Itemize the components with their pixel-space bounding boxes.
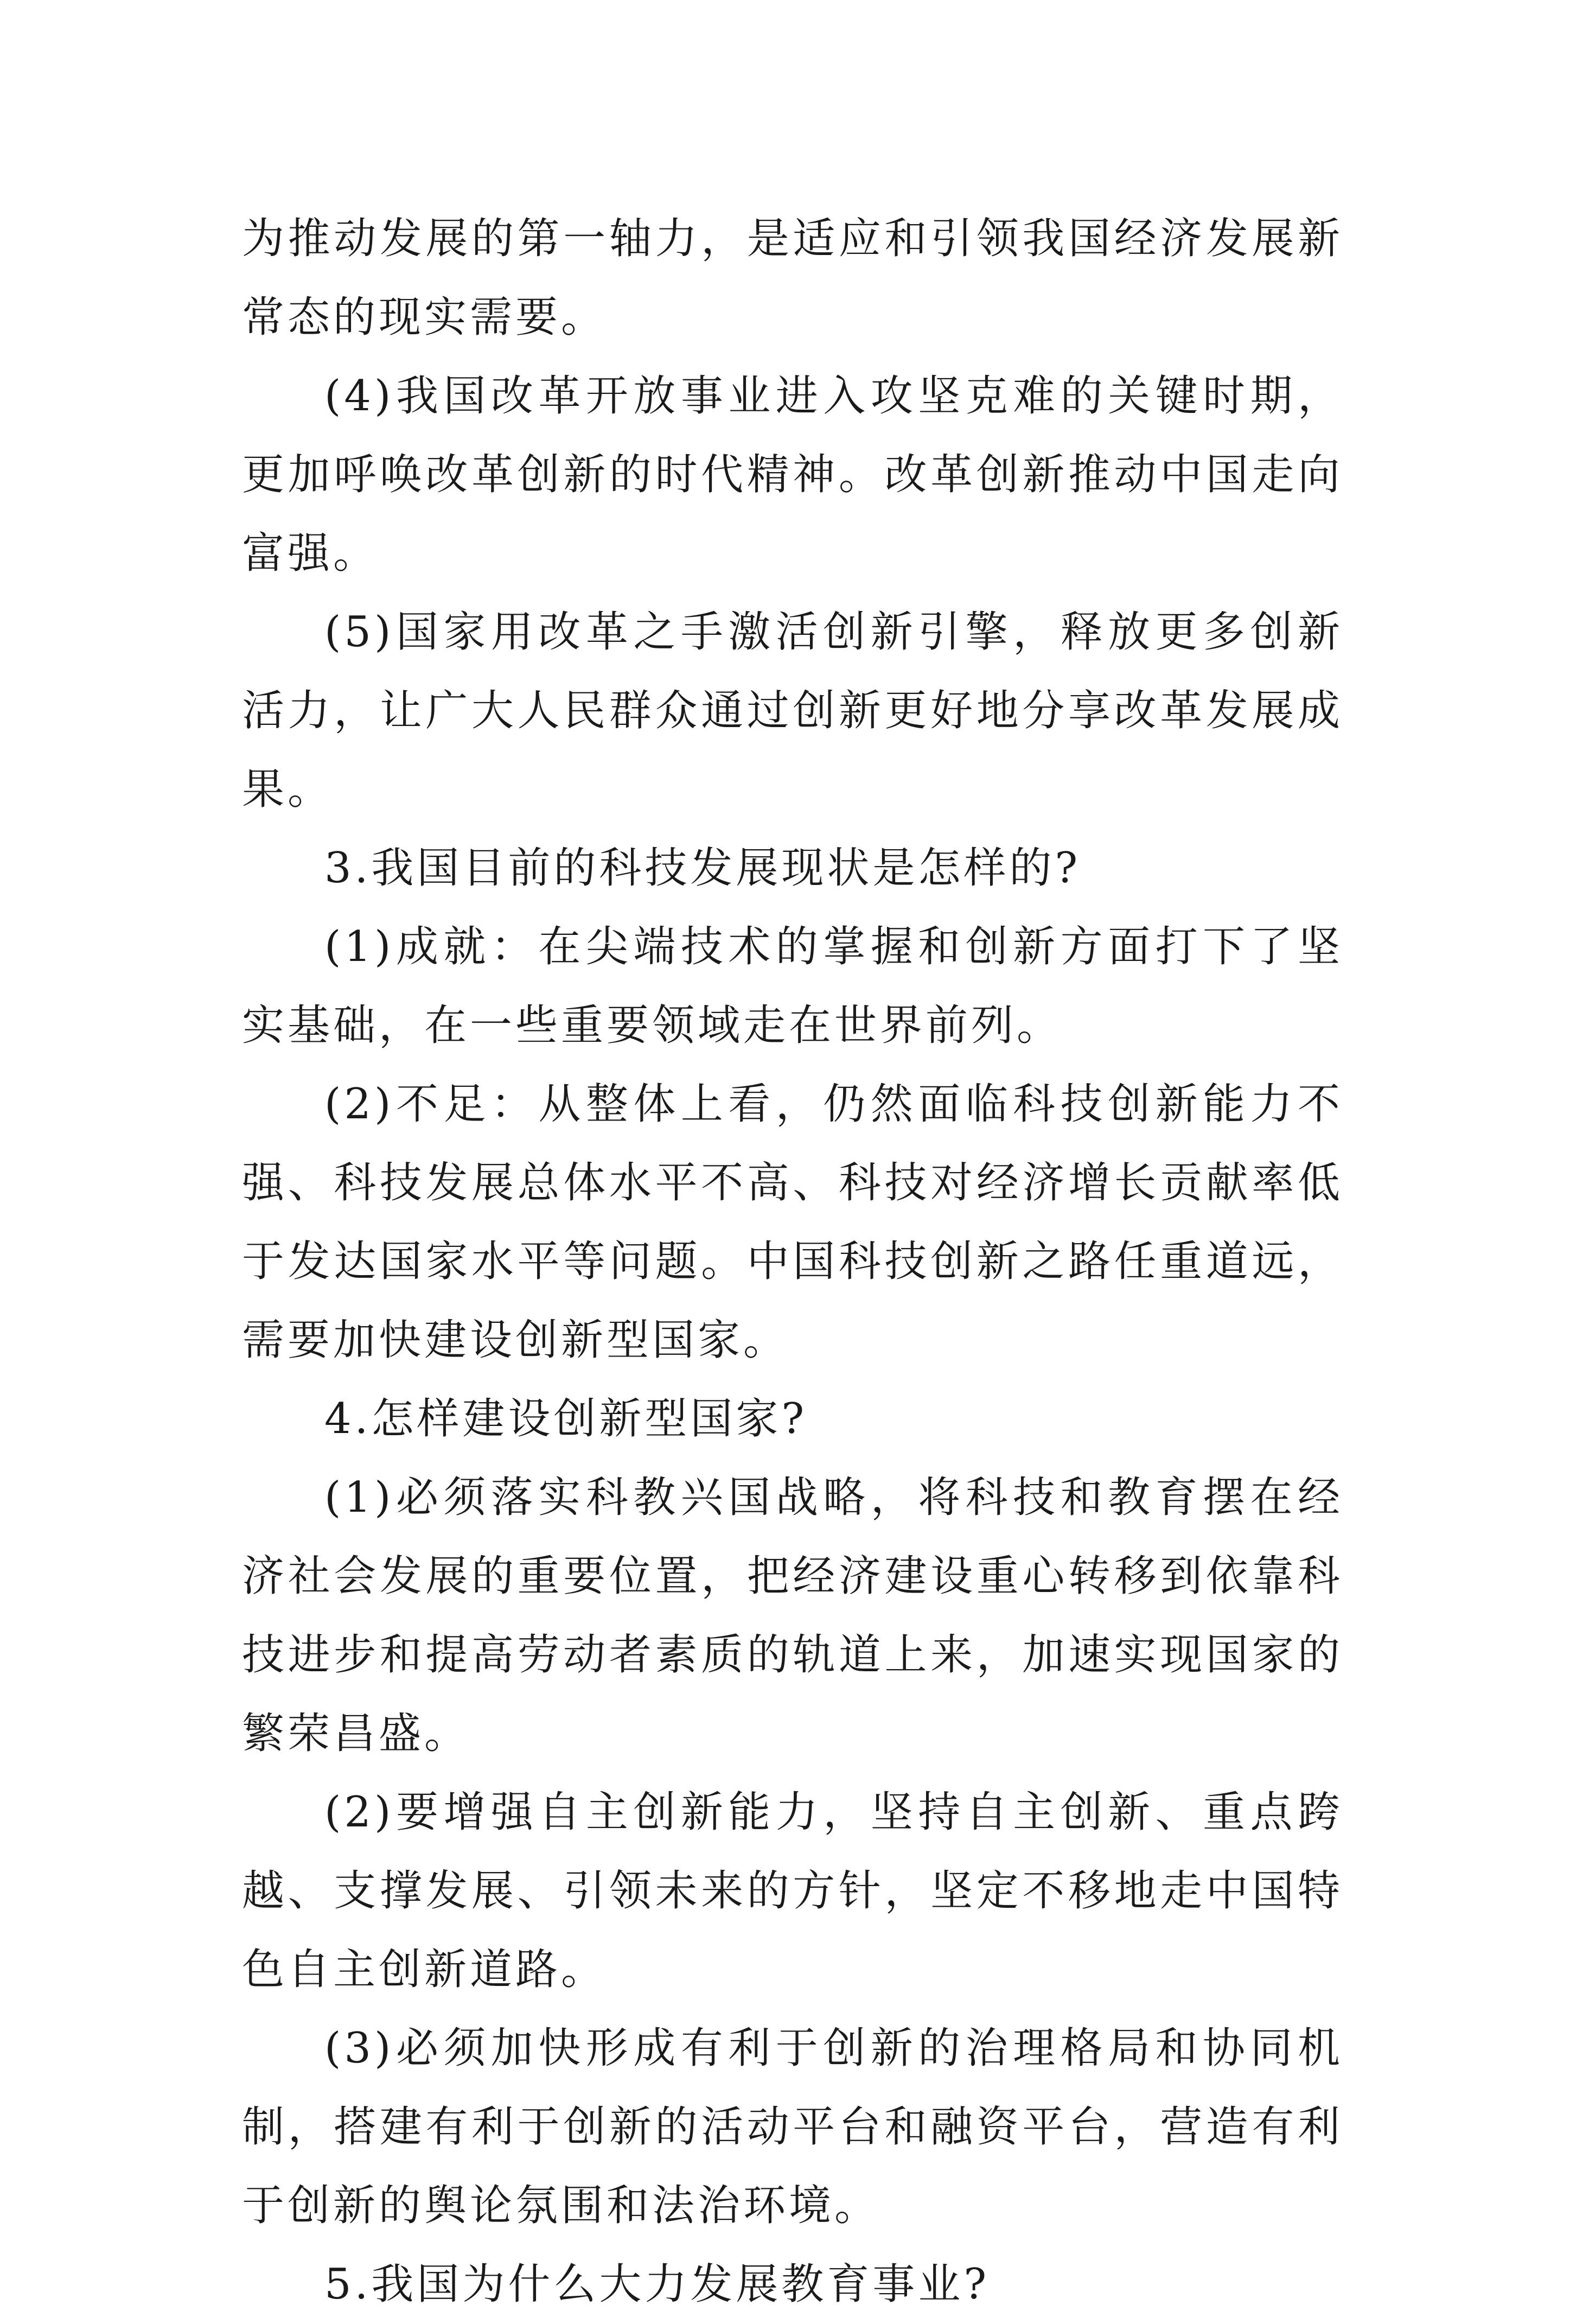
question-3-answer-2: (2)不足：从整体上看，仍然面临科技创新能力不强、科技发展总体水平不高、科技对经济增长贡献率低于发达国家水平等问题。中国科技创新之路任重道远，需要加快建设创新型国家。	[242, 1080, 1343, 1365]
question-4-answer-3: (3)必须加快形成有利于创新的治理格局和协同机制，搭建有利于创新的活动平台和融资平台，营造有利于创新的舆论氛围和法治环境。	[242, 2024, 1343, 2230]
question-3-heading: 3.我国目前的科技发展现状是怎样的?	[324, 844, 1081, 893]
question-4-answer-1: (1)必须落实科教兴国战略，将科技和教育摆在经济社会发展的重要位置，把经济建设重心转移到依靠科技进步和提高劳动者素质的轨道上来，加速实现国家的繁荣昌盛。	[242, 1473, 1343, 1758]
question-5-heading: 5.我国为什么大力发展教育事业?	[324, 2260, 990, 2309]
document-body	[242, 200, 1343, 2324]
paragraph-item-5: (5)国家用改革之手激活创新引擎，释放更多创新活力，让广大人民群众通过创新更好地分享改革发展成果。	[242, 608, 1343, 814]
paragraph-item-4: (4)我国改革开放事业进入攻坚克难的关键时期，更加呼唤改革创新的时代精神。改革创新推动中国走向富强。	[242, 372, 1343, 578]
question-3-answer-1: (1)成就：在尖端技术的掌握和创新方面打下了坚实基础，在一些重要领域走在世界前列。	[242, 922, 1343, 1050]
paragraph-continuation: 为推动发展的第一轴力，是适应和引领我国经济发展新常态的现实需要。	[242, 214, 1343, 342]
question-4-heading: 4.怎样建设创新型国家?	[324, 1395, 808, 1443]
question-4-answer-2: (2)要增强自主创新能力，坚持自主创新、重点跨越、支撑发展、引领未来的方针，坚定不移地走中国特色自主创新道路。	[242, 1788, 1343, 1994]
